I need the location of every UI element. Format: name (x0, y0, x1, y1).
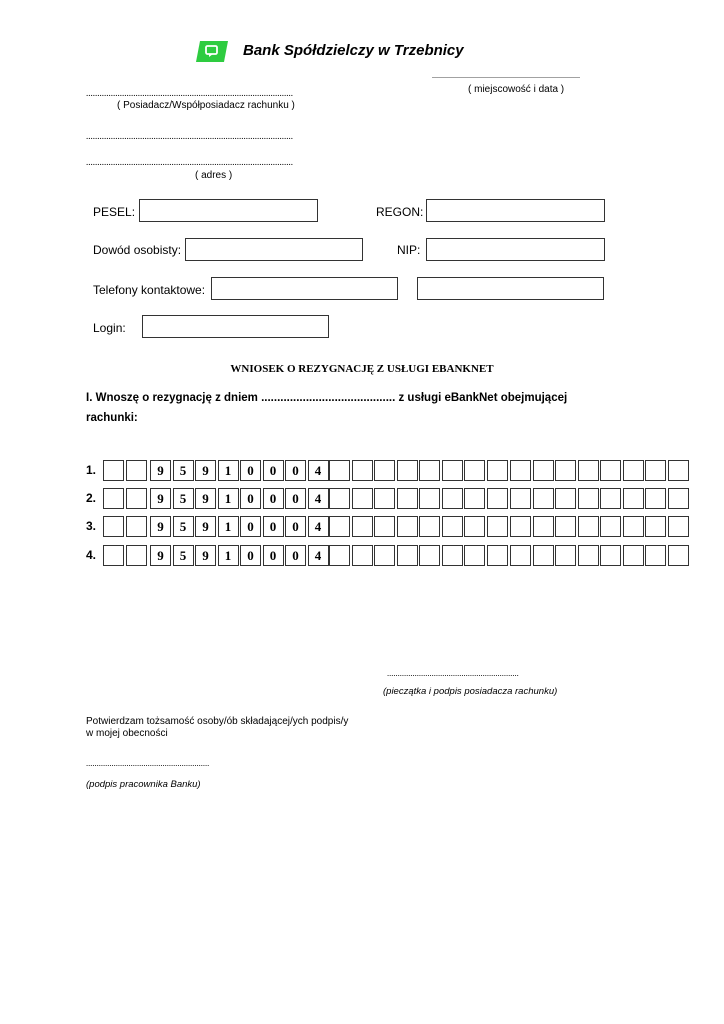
account-digit-box[interactable] (600, 488, 621, 509)
account-digit-box[interactable] (487, 488, 508, 509)
account-digit-box[interactable] (600, 460, 621, 481)
account-digit-box-prefilled: 1 (218, 488, 239, 509)
account-digit-box-prefilled: 0 (285, 545, 306, 566)
account-digit-box[interactable] (374, 488, 395, 509)
login-label: Login: (93, 321, 126, 335)
account-digit-box[interactable] (533, 460, 554, 481)
account-digit-box[interactable] (555, 460, 576, 481)
account-digit-box-prefilled: 0 (285, 460, 306, 481)
account-digit-box[interactable] (126, 460, 147, 481)
account-digit-box[interactable] (374, 516, 395, 537)
account-digit-box[interactable] (397, 460, 418, 481)
account-digit-box-prefilled: 5 (173, 488, 194, 509)
account-digit-box[interactable] (623, 460, 644, 481)
confirm-line-2: w mojej obecności (86, 728, 168, 739)
account-digit-box-prefilled: 0 (285, 488, 306, 509)
confirm-line-1: Potwierdzam tożsamość osoby/ób składającej/ych podpis/y (86, 716, 349, 727)
form-title: WNIOSEK O REZYGNACJĘ Z USŁUGI EBANKNET (230, 363, 494, 375)
account-digit-box-prefilled: 0 (240, 545, 261, 566)
account-digit-box[interactable] (419, 460, 440, 481)
account-digit-box[interactable] (103, 516, 124, 537)
holder-signature-line: .............................................................. (387, 668, 519, 678)
account-digit-box[interactable] (578, 460, 599, 481)
account-digit-box[interactable] (352, 460, 373, 481)
account-digit-box-prefilled: 0 (263, 460, 284, 481)
account-row-number: 1. (86, 463, 97, 477)
account-digit-box-prefilled: 0 (240, 488, 261, 509)
account-digit-box[interactable] (126, 545, 147, 566)
id-card-field[interactable] (185, 238, 363, 261)
account-digit-box[interactable] (419, 488, 440, 509)
account-digit-box[interactable] (397, 516, 418, 537)
account-digit-box[interactable] (555, 488, 576, 509)
account-digit-box[interactable] (352, 516, 373, 537)
account-digit-box[interactable] (668, 545, 689, 566)
account-digit-box[interactable] (623, 488, 644, 509)
account-digit-box[interactable] (668, 460, 689, 481)
account-digit-box[interactable] (352, 488, 373, 509)
employee-signature-caption: (podpis pracownika Banku) (86, 779, 201, 790)
account-row-number: 3. (86, 519, 97, 533)
account-digit-box[interactable] (352, 545, 373, 566)
account-digit-box[interactable] (329, 460, 350, 481)
account-digit-box[interactable] (533, 516, 554, 537)
account-digit-box-prefilled: 9 (150, 516, 171, 537)
holder-caption: ( Posiadacz/Współposiadacz rachunku ) (117, 100, 295, 111)
account-digit-box[interactable] (510, 516, 531, 537)
address-line-2: ............................................................................................ (86, 157, 293, 167)
account-digit-box-prefilled: 0 (263, 545, 284, 566)
account-digit-box[interactable] (103, 488, 124, 509)
account-digit-box[interactable] (645, 545, 666, 566)
account-digit-box[interactable] (419, 545, 440, 566)
place-date-caption: ( miejscowość i data ) (468, 84, 565, 95)
account-digit-box[interactable] (645, 516, 666, 537)
account-digit-box[interactable] (533, 545, 554, 566)
account-digit-box[interactable] (510, 545, 531, 566)
statement-line-2: rachunki: (86, 412, 138, 424)
account-digit-box[interactable] (578, 488, 599, 509)
account-digit-box[interactable] (487, 545, 508, 566)
account-digit-box[interactable] (555, 516, 576, 537)
account-digit-box-prefilled: 9 (195, 460, 216, 481)
account-digit-box-prefilled: 1 (218, 516, 239, 537)
account-digit-box-prefilled: 1 (218, 545, 239, 566)
account-digit-box-prefilled: 0 (263, 516, 284, 537)
address-caption: ( adres ) (195, 170, 233, 181)
account-digit-box[interactable] (374, 460, 395, 481)
account-digit-box[interactable] (329, 545, 350, 566)
account-digit-box[interactable] (645, 488, 666, 509)
account-digit-box[interactable] (397, 545, 418, 566)
account-digit-box[interactable] (487, 460, 508, 481)
account-digit-box[interactable] (555, 545, 576, 566)
account-digit-box-prefilled: 9 (150, 545, 171, 566)
login-field[interactable] (142, 315, 329, 338)
account-digit-box[interactable] (126, 488, 147, 509)
account-digit-box[interactable] (464, 460, 485, 481)
account-digit-box[interactable] (600, 545, 621, 566)
account-digit-box[interactable] (442, 516, 463, 537)
account-digit-box[interactable] (668, 488, 689, 509)
account-digit-box-prefilled: 9 (150, 488, 171, 509)
account-digit-box-prefilled: 4 (308, 516, 329, 537)
account-digit-box[interactable] (464, 545, 485, 566)
account-digit-box[interactable] (645, 460, 666, 481)
holder-signature-caption: (pieczątka i podpis posiadacza rachunku) (383, 686, 558, 697)
account-row-number: 4. (86, 548, 97, 562)
account-digit-box[interactable] (623, 516, 644, 537)
statement-line-1: I. Wnoszę o rezygnację z dniem .......................................... z usługi eBankNet obejmującej (86, 392, 568, 404)
account-digit-box[interactable] (533, 488, 554, 509)
account-digit-box[interactable] (442, 488, 463, 509)
account-row-number: 2. (86, 491, 97, 505)
account-digit-box-prefilled: 9 (195, 545, 216, 566)
account-digit-box-prefilled: 0 (263, 488, 284, 509)
account-digit-box[interactable] (510, 488, 531, 509)
account-digit-box-prefilled: 5 (173, 516, 194, 537)
account-digit-box[interactable] (442, 460, 463, 481)
account-digit-box-prefilled: 4 (308, 545, 329, 566)
account-digit-box[interactable] (397, 488, 418, 509)
account-digit-box[interactable] (103, 460, 124, 481)
account-digit-box[interactable] (103, 545, 124, 566)
account-digit-box[interactable] (442, 545, 463, 566)
place-date-line: .......................................................................... (432, 71, 580, 80)
account-digit-box-prefilled: 9 (195, 516, 216, 537)
account-digit-box[interactable] (329, 516, 350, 537)
phones-label: Telefony kontaktowe: (93, 283, 206, 297)
phone-field-2[interactable] (417, 277, 604, 300)
account-digit-box[interactable] (510, 460, 531, 481)
id-card-label: Dowód osobisty: (93, 243, 182, 257)
address-line-1: ............................................................................................ (86, 131, 293, 141)
account-digit-box-prefilled: 4 (308, 488, 329, 509)
account-digit-box[interactable] (329, 488, 350, 509)
account-digit-box[interactable] (623, 545, 644, 566)
account-digit-box-prefilled: 9 (195, 488, 216, 509)
account-digit-box-prefilled: 1 (218, 460, 239, 481)
account-digit-box[interactable] (600, 516, 621, 537)
account-digit-box[interactable] (578, 516, 599, 537)
account-digit-box-prefilled: 0 (240, 516, 261, 537)
employee-signature-line: .......................................................... (86, 758, 210, 768)
holder-line: ............................................................................................ (86, 88, 293, 98)
phone-field-1[interactable] (211, 277, 398, 300)
account-digit-box-prefilled: 5 (173, 545, 194, 566)
pesel-label: PESEL: (93, 205, 136, 219)
account-digit-box[interactable] (464, 488, 485, 509)
account-digit-box[interactable] (578, 545, 599, 566)
regon-field[interactable] (426, 199, 605, 222)
pesel-field[interactable] (139, 199, 318, 222)
regon-label: REGON: (376, 205, 424, 219)
account-digit-box[interactable] (487, 516, 508, 537)
account-digit-box[interactable] (126, 516, 147, 537)
nip-label: NIP: (397, 243, 421, 257)
account-digit-box-prefilled: 4 (308, 460, 329, 481)
account-digit-box[interactable] (668, 516, 689, 537)
account-digit-box-prefilled: 5 (173, 460, 194, 481)
account-digit-box-prefilled: 0 (285, 516, 306, 537)
bank-logo-icon (196, 41, 228, 62)
account-digit-box[interactable] (464, 516, 485, 537)
account-digit-box[interactable] (374, 545, 395, 566)
nip-field[interactable] (426, 238, 605, 261)
account-digit-box-prefilled: 9 (150, 460, 171, 481)
account-digit-box-prefilled: 0 (240, 460, 261, 481)
bank-name: Bank Spółdzielczy w Trzebnicy (243, 42, 464, 59)
account-digit-box[interactable] (419, 516, 440, 537)
